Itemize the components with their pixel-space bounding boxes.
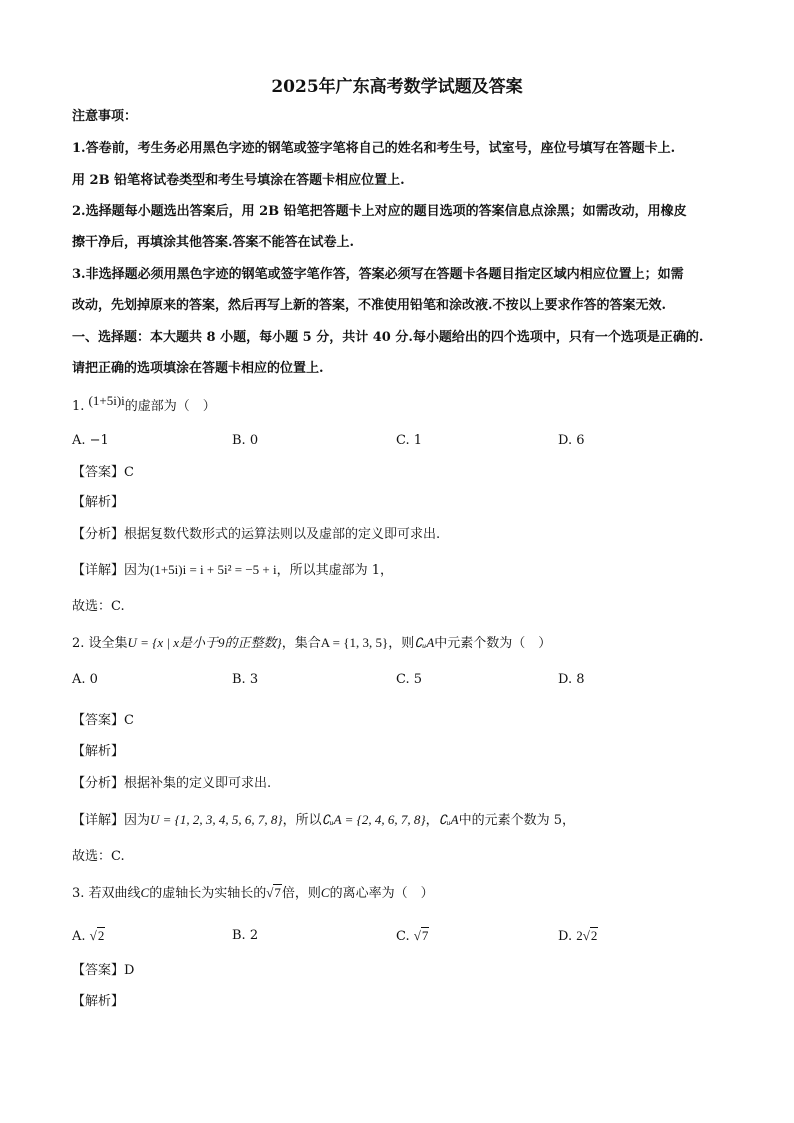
solution-label: 【详解】因为	[72, 563, 151, 578]
question-1	[72, 393, 216, 416]
question-text: ，集合	[281, 636, 321, 651]
question-text: 中元素个数为（ ）	[434, 636, 552, 651]
math-expression: U = {1, 2, 3, 4, 5, 6, 7, 8}	[150, 812, 283, 827]
note-line: 1.答卷前，考生务必用黑色字迹的钢笔或签字笔将自己的姓名和考生号，试室号，座位号填写在答题卡上.	[72, 141, 676, 156]
question-text: 的虚轴长为实轴长的	[149, 886, 267, 901]
note-line: 擦干净后，再填涂其他答案.答案不能答在试卷上.	[72, 235, 355, 250]
page-title: 2025年广东高考数学试题及答案	[271, 77, 523, 97]
solution-label: 【详解】因为	[72, 813, 151, 828]
option-c: C. 5	[396, 672, 423, 687]
answer-label: 【答案】D	[72, 963, 135, 978]
sqrt-expression: √7	[266, 885, 281, 900]
option-b: B. 2	[232, 928, 259, 943]
math-variable: C	[140, 885, 150, 900]
option-b: B. 0	[232, 433, 259, 448]
solution-text: 中的元素个数为 5，	[458, 813, 576, 828]
section-heading: 请把正确的选项填涂在答题卡相应的位置上.	[72, 361, 324, 376]
math-expression: U = {x | x是小于9的正整数}	[127, 635, 282, 650]
option-d: D. 6	[558, 433, 585, 448]
question-3	[72, 884, 434, 903]
note-line: 3.非选择题必须用黑色字迹的钢笔或签字笔作答，答案必须写在答题卡各题目指定区域内相应位置上；如需	[72, 267, 684, 282]
math-expression: (1+5i)i	[88, 393, 125, 408]
section-heading: 一、选择题：本大题共 8 小题，每小题 5 分，共计 40 分.每小题给出的四个选项中，只有一个选项是正确的.	[72, 330, 704, 345]
math-expression: ∁ᵤA	[414, 635, 435, 650]
detailed-solution: 【详解】因为U = {1, 2, 3, 4, 5, 6, 7, 8}，所以∁ᵤA = {2, 4, 6, 7, 8}，∁ᵤA中的元素个数为 5，	[72, 812, 576, 828]
analysis-label: 【解析】	[72, 994, 125, 1009]
note-line: 用 2B 铅笔将试卷类型和考生号填涂在答题卡相应位置上.	[72, 173, 405, 188]
question-text: 2. 设全集	[72, 636, 128, 651]
question-text: 3. 若双曲线	[72, 886, 141, 901]
option-a: A. 0	[72, 672, 98, 687]
analysis-summary: 【分析】根据补集的定义即可求出.	[72, 776, 272, 791]
solution-text: ，所以其虚部为 1，	[276, 563, 394, 578]
question-number: 1.	[72, 399, 85, 414]
answer-label: 【答案】C	[72, 713, 134, 728]
option-d: D. 8	[558, 672, 585, 687]
note-line: 改动，先划掉原来的答案，然后再写上新的答案，不准使用铅笔和涂改液.不按以上要求作答的答案无效.	[72, 298, 667, 313]
option-a: A. √2	[72, 928, 105, 944]
option-c: C. √7	[396, 928, 429, 944]
note-line: 2.选择题每小题选出答案后，用 2B 铅笔把答题卡上对应的题目选项的答案信息点涂黑；如需改动，用橡皮	[72, 204, 687, 219]
option-c: C. 1	[396, 433, 423, 448]
math-variable: C	[320, 885, 330, 900]
question-text: 倍，则	[281, 886, 321, 901]
option-d: D. 2√2	[558, 928, 598, 944]
notes-heading: 注意事项：	[72, 109, 138, 124]
option-a: A. −1	[72, 433, 109, 448]
math-expression: ∁ᵤA	[438, 812, 459, 827]
math-expression: A = {1, 3, 5}	[320, 635, 389, 650]
math-expression: ∁ᵤA = {2, 4, 6, 7, 8}	[321, 812, 426, 827]
question-text: 的离心率为（ ）	[329, 886, 434, 901]
math-expression: (1+5i)i = i + 5i² = −5 + i	[150, 562, 277, 577]
detailed-solution	[72, 561, 393, 580]
conclusion: 故选：C.	[72, 849, 125, 864]
question-text: 的虚部为（ ）	[124, 399, 216, 414]
option-b: B. 3	[232, 672, 259, 687]
answer-label: 【答案】C	[72, 465, 134, 480]
conclusion: 故选：C.	[72, 599, 125, 614]
analysis-summary: 【分析】根据复数代数形式的运算法则以及虚部的定义即可求出.	[72, 527, 441, 542]
solution-text: ，所以	[282, 813, 322, 828]
question-2	[72, 634, 551, 653]
analysis-label: 【解析】	[72, 495, 125, 510]
question-text: ，则	[388, 636, 415, 651]
analysis-label: 【解析】	[72, 744, 125, 759]
